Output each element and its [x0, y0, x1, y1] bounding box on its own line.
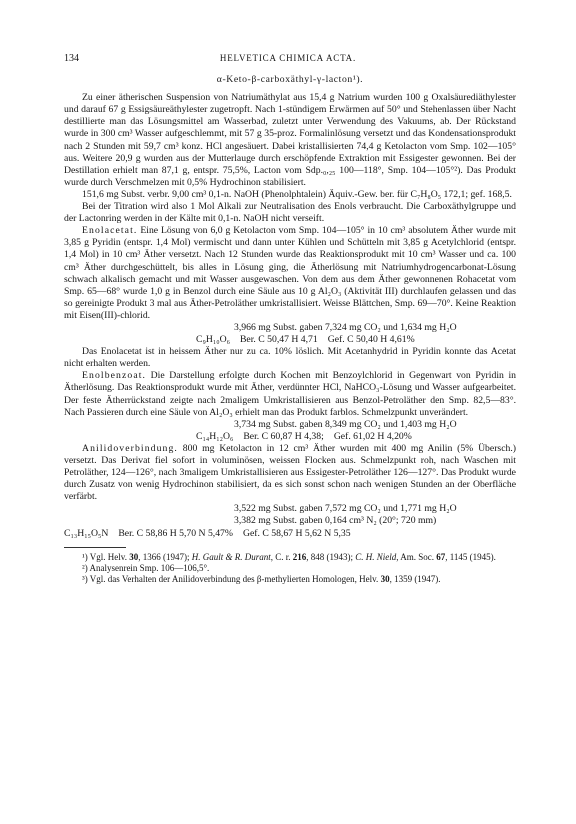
paragraph-enolacetat-solubility: Das Enolacetat ist in heissem Äther nur zu ca. 10% löslich. Mit Acetanhydrid in Pyridin konnte das Acetat nicht erhalten werden. — [64, 346, 516, 370]
heading-enolbenzoat: Enolbenzoat. — [82, 370, 147, 382]
paragraph-titration-note: Bei der Titration wird also 1 Mol Alkali zur Neutralisation des Enols verbraucht. Die Carboxäthylgruppe und der Lactonring werden in der Kälte mit 0,1-n. NaOH nicht verseift. — [64, 201, 516, 225]
footnote-1-volume-2: 216 — [292, 551, 307, 562]
footnote-1-author-2: C. H. Nield — [355, 551, 397, 562]
journal-title: HELVETICA CHIMICA ACTA. — [219, 53, 356, 63]
formula-line-enolbenzoat — [196, 431, 516, 443]
section-title: α-Keto-β-carboxäthyl-γ-lacton¹). — [216, 74, 364, 86]
paragraph-anilido — [64, 443, 516, 503]
analysis-anilido-2: 3,382 mg Subst. gaben 0,164 cm³ N₂ (20°; 720 mm) — [234, 515, 437, 527]
formula-enolbenzoat: C₁₄H₁₂O₆ — [196, 430, 234, 442]
formula-line-anilido — [64, 528, 516, 540]
paragraph-enolacetat — [64, 225, 516, 322]
footnote-1-text-b: , 1366 (1947); — [138, 551, 192, 562]
footnote-1 — [64, 552, 516, 563]
heading-anilido: Anilidoverbindung. — [82, 442, 178, 454]
calculated-enolbenzoat: Ber. C 60,87 H 4,38; — [243, 430, 324, 442]
calculated-anilido: Ber. C 58,86 H 5,70 N 5,47% — [118, 527, 233, 539]
analysis-enolbenzoat: 3,734 mg Subst. gaben 8,349 mg CO₂ und 1,403 mg H₂O — [234, 418, 457, 430]
footnote-3-volume: 30 — [380, 573, 390, 584]
footnote-1-text-e: , Am. Soc. — [396, 551, 437, 562]
heading-enolacetat: Enolacetat. — [82, 225, 138, 237]
footnote-1-text-a: ¹) Vgl. Helv. — [82, 551, 130, 562]
formula-anilido: C₁₃H₁₅O₅N — [64, 527, 109, 539]
page-number: 134 — [64, 53, 79, 64]
footnote-1-text-d: , 848 (1943); — [306, 551, 356, 562]
footnote-1-text-f: , 1145 (1945). — [445, 551, 496, 562]
footnotes — [64, 552, 516, 585]
running-header — [64, 52, 516, 65]
footnote-divider — [64, 547, 126, 548]
text-enolbenzoat: Die Darstellung erfolgte durch Kochen mit Benzoylchlorid in Gegenwart von Pyridin in Ätherlösung. Das Reaktionsprodukt wurde mit Äther, verdünnter HCl, NaHCO₃-Lösung und Wasser aufgearbeitet. Der feste Ätherrückstand zeigte nach 2maligem Umkristallisieren aus Benzol-Petroläther den Smp. 82,5—83°. Nach Passieren durch eine Säule von Al₂O₃ erhielt man das Produkt farblos. Schmelzpunkt unverändert. — [64, 370, 516, 418]
formula-line-enolacetat — [196, 334, 516, 346]
analysis-enolacetat: 3,966 mg Subst. gaben 7,324 mg CO₂ und 1,634 mg H₂O — [234, 321, 457, 333]
found-enolbenzoat: Gef. 61,02 H 4,20% — [333, 430, 412, 442]
footnote-1-volume-3: 67 — [436, 551, 446, 562]
found-enolacetat: Gef. C 50,40 H 4,61% — [327, 334, 415, 346]
paragraph-enolbenzoat — [64, 370, 516, 418]
paragraph-titration-data: 151,6 mg Subst. verbr. 9,00 cm³ 0,1-n. NaOH (Phenolphtalein) Äquiv.-Gew. ber. für C₇H₈O₅ 172,1; gef. 168,5. — [82, 188, 512, 200]
paragraph-synthesis: Zu einer ätherischen Suspension von Natriumäthylat aus 15,4 g Natrium wurden 100 g Oxalsäurediäthylester und darauf 67 g Essigsäureäthylester zugetropft. Nach 1-stündigem Erwärmen auf 50° und Stehenlassen über Nacht destillierte man das Lösungsmittel am Wasserbad, zuletzt unter Verwendung des Vakuums, ab. Der Rückstand wurde in 300 cm³ Wasser aufgeschlemmt, mit 57 g 35-proz. Formalinlösung versetzt und das Kondensationsprodukt nach 2 Stunden mit 59,7 cm³ konz. HCl angesäuert. Dabei kristallisierten 74,4 g Ketolacton vom Smp. 102—105° aus. Weitere 20,9 g wurden aus der Mutterlauge durch erschöpfende Extraktion mit Essigester gewonnen. Bei der Destillation erhielt man 87,1 g, entspr. 75,5%, Lacton vom Sdp.₀,₂₅ 100—118°, Smp. 104—105°²). Das Produkt wurde durch Verschmelzen mit 0,5% Hydrochinon stabilisiert. — [64, 92, 516, 188]
footnote-3 — [64, 574, 516, 585]
found-anilido: Gef. C 58,67 H 5,62 N 5,35 — [242, 527, 351, 539]
footnote-2: ²) Analysenrein Smp. 106—106,5°. — [82, 562, 210, 573]
text-enolacetat: Eine Lösung von 6,0 g Ketolacton vom Smp. 104—105° in 10 cm³ absolutem Äther wurde mit 3,85 g Pyridin (entspr. 1,4 Mol) vermischt und dann unter Kühlen und Schütteln mit 3,85 g Acetylchlorid (entspr. 1,4 Mol) in 10 cm³ Äther versetzt. Nach 12 Stunden wurde das Reaktionsprodukt mit 10 cm³ Wasser und ca. 100 cm³ Äther durchgeschüttelt, bis alles in Lösung ging, die Ätherlösung mit Natriumhydrogencarbonat-Lösung schwach alkalisch gemacht und mit Wasser ausgewaschen. Von dem aus dem Äther gewonnenen Rohacetat vom Smp. 65—68° wurde 1,0 g in Benzol durch eine Säule aus 10 g Al₂O₃ (Aktivität III) durchlaufen gelassen und das so gereinigte Produkt 3 mal aus Äther-Petroläther umkristallisiert. Weisse Blättchen, Smp. 69—70°. Keine Reaktion mit Eisen(III)-chlorid. — [64, 225, 516, 321]
formula-enolacetat: C₉H₁₀O₆ — [196, 334, 230, 346]
footnote-1-author-1: H. Gault & R. Durant — [191, 551, 271, 562]
analysis-anilido-1: 3,522 mg Subst. gaben 7,572 mg CO₂ und 1,771 mg H₂O — [234, 503, 457, 515]
footnote-3-text-b: , 1359 (1947). — [389, 573, 441, 584]
footnote-1-volume-1: 30 — [129, 551, 139, 562]
footnote-3-text-a: ³) Vgl. das Verhalten der Anilidoverbindung des β-methylierten Homologen, Helv. — [82, 573, 381, 584]
footnote-1-text-c: , C. r. — [270, 551, 293, 562]
calculated-enolacetat: Ber. C 50,47 H 4,71 — [239, 334, 318, 346]
text-anilido: 800 mg Ketolacton in 12 cm³ Äther wurden mit 400 mg Anilin (5% Übersch.) versetzt. Das Derivat fiel sofort in voluminösen, weissen Flocken aus. Schmelzpunkt roh, nach Waschen mit Petroläther, 124—126°, nach 3maligem Umkristallisieren aus Essigester-Petroläther 126—127°. Das Produkt wurde durch Zusatz von wenig Hydrochinon stabilisiert, da es sich sonst schon nach wenigen Stunden an der Oberfläche verfärbt. — [64, 442, 516, 503]
